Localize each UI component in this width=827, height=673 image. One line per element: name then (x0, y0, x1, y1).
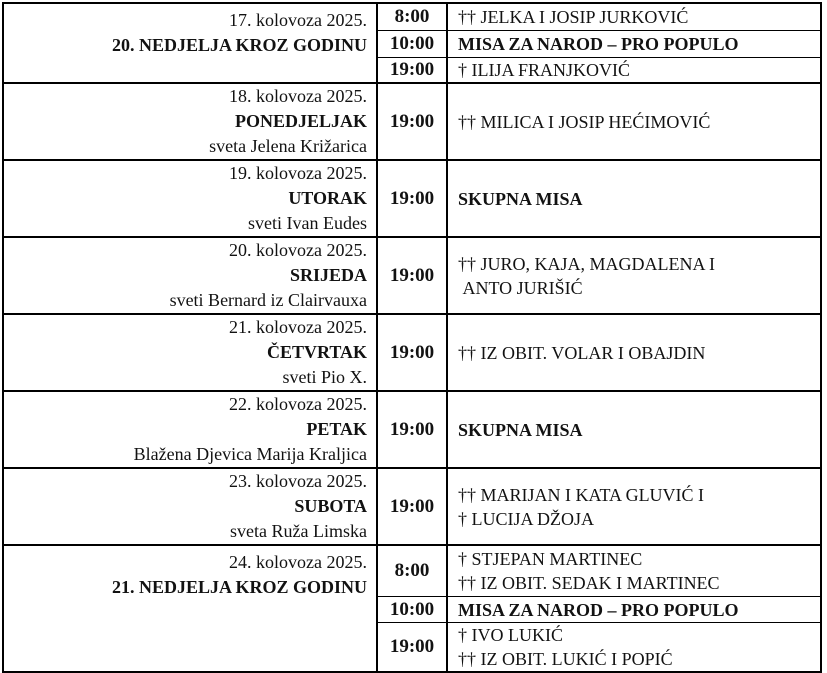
intention-cell (448, 623, 820, 671)
intention-cell (448, 4, 820, 31)
date-text: 24. kolovoza 2025. (229, 552, 367, 572)
time-cell: 8:00 (378, 4, 448, 31)
date-text: 19. kolovoza 2025. (229, 163, 367, 183)
intention-line: †† JURO, KAJA, MAGDALENA I (458, 253, 716, 274)
intention-cell (448, 31, 820, 58)
intention-cell (448, 392, 820, 469)
time-cell: 19:00 (378, 58, 448, 84)
table-row (4, 469, 820, 546)
intention-line: † STJEPAN MARTINEC (458, 549, 643, 569)
table-row (4, 238, 820, 315)
table-row (4, 315, 820, 392)
intention-cell (448, 161, 820, 238)
intention-cell (448, 238, 820, 315)
date-text: 21. kolovoza 2025. (229, 317, 367, 337)
saint-name: sveti Pio X. (282, 367, 367, 387)
day-title: ČETVRTAK (266, 342, 367, 362)
time-cell: 19:00 (378, 623, 448, 671)
intention-line: ANTO JURIŠIĆ (458, 277, 583, 298)
intention-line: †† JELKA I JOSIP JURKOVIĆ (458, 7, 689, 27)
date-text: 20. kolovoza 2025. (229, 240, 367, 260)
table-row (4, 84, 820, 161)
intention-cell (448, 469, 820, 546)
table-row (4, 392, 820, 469)
time-cell: 19:00 (378, 84, 448, 161)
time-cell: 19:00 (378, 315, 448, 392)
day-title: SRIJEDA (289, 265, 367, 285)
date-cell (4, 161, 378, 238)
date-cell (4, 238, 378, 315)
day-title: PETAK (306, 419, 367, 439)
table-row (4, 161, 820, 238)
intention-line: SKUPNA MISA (458, 188, 583, 209)
intention-line: †† MARIJAN I KATA GLUVIĆ I (458, 484, 705, 505)
table-row (4, 546, 820, 597)
time-cell: 10:00 (378, 597, 448, 623)
intention-cell (448, 58, 820, 84)
day-title: SUBOTA (294, 496, 367, 516)
date-cell (4, 315, 378, 392)
intention-line: † LUCIJA DŽOJA (458, 508, 595, 529)
intention-line: †† IZ OBIT. LUKIĆ I POPIĆ (458, 649, 673, 669)
day-title: 20. NEDJELJA KROZ GODINU (111, 35, 367, 55)
time-cell: 19:00 (378, 238, 448, 315)
date-text: 23. kolovoza 2025. (229, 471, 367, 491)
day-title: PONEDJELJAK (234, 111, 367, 131)
intention-line: †† IZ OBIT. VOLAR I OBAJDIN (458, 342, 706, 363)
date-cell (4, 84, 378, 161)
intention-cell (448, 315, 820, 392)
intention-cell (448, 84, 820, 161)
intention-line: † ILIJA FRANJKOVIĆ (458, 60, 631, 80)
date-cell (4, 546, 378, 671)
date-cell (4, 469, 378, 546)
intention-cell (448, 597, 820, 623)
intention-line: MISA ZA NAROD – PRO POPULO (458, 34, 739, 54)
day-title: UTORAK (288, 188, 367, 208)
intention-line: SKUPNA MISA (458, 419, 583, 440)
time-cell: 10:00 (378, 31, 448, 58)
intention-line: †† MILICA I JOSIP HEĆIMOVIĆ (458, 111, 711, 132)
time-cell: 19:00 (378, 161, 448, 238)
table-row (4, 4, 820, 31)
saint-name: sveti Ivan Eudes (248, 213, 367, 233)
date-text: 18. kolovoza 2025. (229, 86, 367, 106)
time-cell: 19:00 (378, 469, 448, 546)
saint-name: Blažena Djevica Marija Kraljica (133, 444, 367, 464)
saint-name: sveti Bernard iz Clairvauxa (169, 290, 367, 310)
saint-name: sveta Jelena Križarica (209, 136, 367, 156)
time-cell: 19:00 (378, 392, 448, 469)
saint-name: sveta Ruža Limska (230, 521, 367, 541)
time-cell: 8:00 (378, 546, 448, 597)
day-title: 21. NEDJELJA KROZ GODINU (111, 577, 367, 597)
date-cell (4, 4, 378, 84)
date-cell (4, 392, 378, 469)
intention-cell (448, 546, 820, 597)
date-text: 22. kolovoza 2025. (229, 394, 367, 414)
intention-line: †† IZ OBIT. SEDAK I MARTINEC (458, 573, 720, 593)
date-text: 17. kolovoza 2025. (229, 10, 367, 30)
mass-schedule-table (2, 2, 822, 673)
intention-line: † IVO LUKIĆ (458, 625, 563, 645)
intention-line: MISA ZA NAROD – PRO POPULO (458, 599, 739, 620)
